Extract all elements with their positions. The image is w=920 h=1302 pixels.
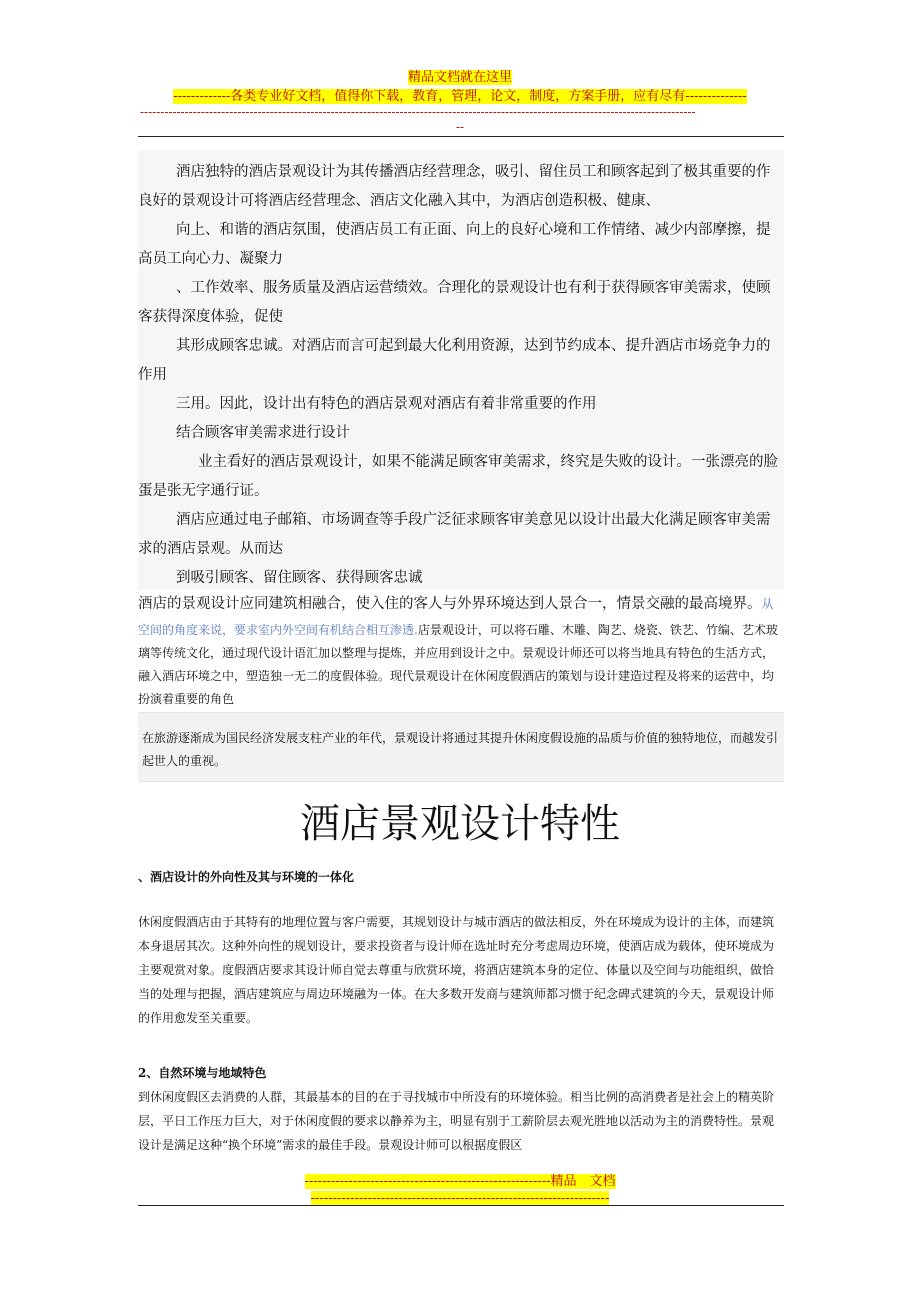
header-slogan-row [0,85,920,104]
intro-paragraph: 酒店独特的酒店景观设计为其传播酒店经营理念，吸引、留住员工和顾客起到了极其重要的作良好的景观设计可将酒店经营理念、酒店文化融入其中，为酒店创造积极、健康、 [138,164,771,209]
intro-section [138,158,784,216]
footer-line1: --------------------------------------------------------精品 文档 [304,1174,616,1189]
main-title: 酒店景观设计特性 [300,801,620,847]
intro-paragraph-2 [138,216,784,274]
section1-heading: 、酒店设计的外向性及其与环境的一体化 [138,870,355,884]
gray-callout-text: 在旅游逐渐成为国民经济发展支柱产业的年代，景观设计将通过其提升休闲度假设施的品质与价值的独特地位，而越发引起世人的重视。 [142,731,779,768]
intro-text-7: 业主看好的酒店景观设计，如果不能满足顾客审美需求，终究是失败的设计。一张漂亮的脸蛋是张无字通行证。 [138,454,778,499]
footer-line2: -------------------------------------------------------------------- [310,1191,610,1206]
intro-text-5: 三用。因此，设计出有特色的酒店景观对酒店有着非常重要的作用 [176,396,597,412]
intro-text-2: 向上、和谐的酒店氛围，使酒店员工有正面、向上的良好心境和工作情绪、减少内部摩擦，提高员工向心力、凝聚力 [138,222,771,267]
blend-lead: 酒店的景观设计应同建筑相融合，使入住的客人与外界环境达到人景合一，情景交融的最高境界。 [138,596,762,612]
intro-paragraph-8 [138,506,784,564]
intro-paragraph-7 [138,448,784,506]
footer-rule [138,1205,784,1206]
header-dash-tail: -- [455,120,465,134]
section2-body: 到休闲度假区去消费的人群，其最基本的目的在于寻找城市中所没有的环境体验。相当比例的高消费者是社会上的精英阶层，平日工作压力巨大，对于休闲度假的要求以静养为主，明显有别于工薪阶层去观光胜地以活动为主的消费特性。景观设计是满足这种“换个环境”需求的最佳手段。景观设计师可以根据度假区 [138,1090,775,1152]
intro-paragraph-3 [138,274,784,332]
blend-paragraph [138,590,784,711]
intro-text-9: 到吸引顾客、留住顾客、获得顾客忠诚 [176,570,423,586]
header-slogan: -------------各类专业好文档，值得你下载，教育，管理，论文，制度，方案手册，应有尽有-------------- [173,89,747,104]
intro-paragraph-5 [138,390,784,419]
intro-paragraph-4 [138,332,784,390]
header-title-row [0,66,920,85]
blend-rest: 店景观设计，可以将石雕、木雕、陶艺、烧瓷、铁艺、竹编、艺术玻璃等传统文化，通过现代设计语汇加以整理与提炼，并应用到设计之中。景观设计师还可以将当地具有特色的生活方式，融入酒店环境之中，塑造独一无二的度假体验。现代景观设计在休闲度假酒店的策划与设计建造过程及将来的运营中，均扮演着重要的角色 [138,623,778,706]
intro-text-8: 酒店应通过电子邮箱、市场调查等手段广泛征求顾客审美意见以设计出最大化满足顾客审美需求的酒店景观。从而达 [138,512,771,557]
gray-callout [138,712,784,782]
header-dash-line: ----------------------------------------------------------------------------------------------------------------------------------------- [140,105,696,119]
header-rule [138,136,784,137]
intro-text-6: 结合顾客审美需求进行设计 [176,425,350,441]
intro-paragraph-9 [138,564,784,593]
intro-paragraph-6 [138,419,784,448]
footer-line2-row [0,1187,920,1206]
header-title: 精品文档就在这里 [407,70,512,85]
blend-blue-text: 从空间的角度来说，要求室内外空间有机结合相互渗透. [138,597,774,637]
section1-body: 休闲度假酒店由于其特有的地理位置与客户需要，其规划设计与城市酒店的做法相反，外在环境成为设计的主体，而建筑本身退居其次。这种外向性的规划设计，要求投资者与设计师在选址时充分考虑周边环境，使酒店成为载体，使环境成为主要观赏对象。度假酒店要求其设计师自觉去尊重与欣赏环境，将酒店建筑本身的定位、体量以及空间与功能组织，做恰当的处理与把握，酒店建筑应与周边环境融为一体。在大多数开发商与建筑师都习惯于纪念碑式建筑的今天，景观设计师的作用愈发至关重要。 [138,915,775,1025]
section2-heading: 2、自然环境与地域特色 [138,1066,267,1080]
intro-text-4: 其形成顾客忠诚。对酒店而言可起到最大化利用资源，达到节约成本、提升酒店市场竞争力的作用 [138,338,771,383]
intro-text-3: 、工作效率、服务质量及酒店运营绩效。合理化的景观设计也有利于获得顾客审美需求，使顾客获得深度体验，促使 [138,280,771,325]
